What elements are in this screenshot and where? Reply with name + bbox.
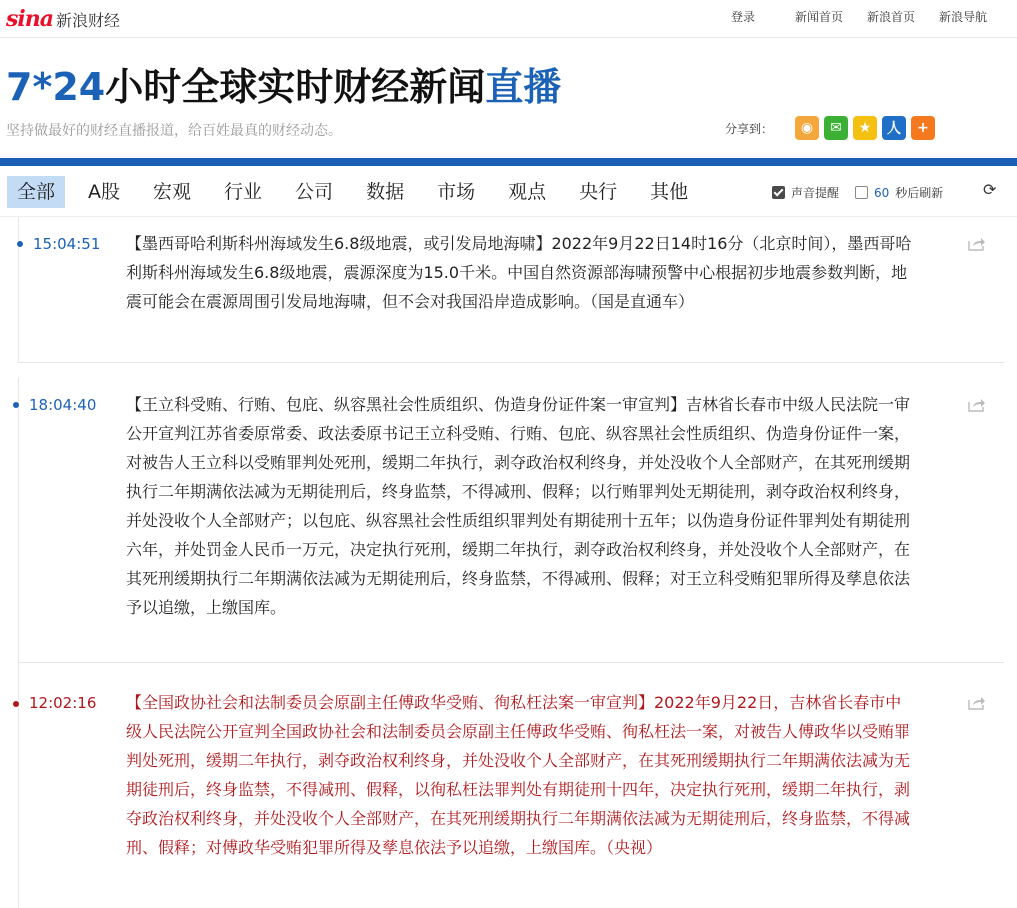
tab-all[interactable]: 全部 [7,176,65,208]
header-divider [0,158,1017,166]
title-text: 小时全球实时财经新闻 [105,65,486,109]
wechat-icon[interactable]: ✉ [824,116,848,140]
feed-item-text: 【王立科受贿、行贿、包庇、纵容黑社会性质组织、伪造身份证件案一审宣判】吉林省长春市中级人民法院一审公开宣判江苏省委原常委、政法委原书记王立科受贿、行贿、包庇、纵容黑社会性质组织、伪造身份证件一案，对被告人王立科以受贿罪判处死刑，缓期二年执行，剥夺政治权利终身，并处没收个人全部财产，在其死刑缓期执行二年期满依法减为无期徒刑后，终身监禁，不得减刑、假释；以行贿罪判处无期徒刑，剥夺政治权利终身，并处没收个人全部财产；以包庇、纵容黑社会性质组织罪判处有期徒刑十五年；以伪造身份证件罪判处有期徒刑六年，并处罚金人民币一万元，决定执行死刑，缓期二年执行，剥夺政治权利终身，并处没收个人全部财产，在其死刑缓期执行二年期满依法减为无期徒刑后，终身监禁，不得减刑、假释；对王立科受贿犯罪所得及孳息依法予以追缴，上缴国库。 [126,395,911,617]
auto-refresh-label: 秒后刷新 [895,186,944,200]
top-bar [0,0,1017,38]
feed-gap [18,363,1004,378]
share-icon[interactable] [968,398,986,412]
sina-logo-mark: sina [6,6,53,32]
tab-macro[interactable]: 宏观 [153,181,192,203]
auto-refresh-checkbox[interactable] [855,186,868,199]
sound-alert-option[interactable] [772,184,839,201]
title-number: 7*24 [6,65,106,109]
tab-opinion[interactable]: 观点 [508,181,547,203]
feed-item-text: 【全国政协社会和法制委员会原副主任傅政华受贿、徇私枉法案一审宣判】2022年9月22日，吉林省长春市中级人民法院公开宣判全国政协社会和法制委员会原副主任傅政华受贿、徇私枉法一案，对被告人傅政华以受贿罪判处死刑，缓期二年执行，剥夺政治权利终身，并处没收个人全部财产，在其死刑缓期执行二年期满依法减为无期徒刑后，终身监禁，不得减刑、假释，以徇私枉法罪判处有期徒刑十四年，决定执行死刑，缓期二年执行，剥夺政治权利终身，并处没收个人全部财产，在其死刑缓期执行二年期满依法减为无期徒刑后，终身监禁，不得减刑、假释；对傅政华受贿犯罪所得及孳息依法予以追缴，上缴国库。（央视） [126,693,911,857]
tab-company[interactable]: 公司 [295,181,334,203]
tab-industry[interactable]: 行业 [224,181,263,203]
feed-item-time: 18:04:40 [29,396,97,414]
renren-icon[interactable]: 人 [882,116,906,140]
login-link[interactable]: 登录 [730,10,755,24]
refresh-icon[interactable]: ⟳ [983,180,997,199]
news-home-link[interactable]: 新闻首页 [794,10,843,24]
news-feed [18,217,1004,908]
top-nav [731,8,1017,25]
share-bar [725,116,940,140]
slogan: 坚持做最好的财经直播报道，给百姓最真的财经动态。 [6,123,342,139]
sina-finance-logo[interactable] [6,6,120,32]
sina-nav-link[interactable]: 新浪导航 [938,10,987,24]
share-icon[interactable] [968,696,986,710]
feed-item-text: 【墨西哥哈利斯科州海域发生6.8级地震，或引发局地海啸】2022年9月22日14时16分（北京时间），墨西哥哈利斯科州海域发生6.8级地震，震源深度为15.0千米。中国自然资源部海啸预警中心根据初步地震参数判断，地震可能会在震源周围引发局地海啸，但不会对我国沿岸造成影响。（国是直通车） [126,234,912,311]
tab-market[interactable]: 市场 [437,181,476,203]
refresh-seconds: 60 [874,185,890,200]
feed-item-time: 12:02:16 [29,694,97,712]
feed-item-time: 15:04:51 [33,235,101,253]
feed-options [772,184,943,201]
qzone-icon[interactable]: ★ [853,116,877,140]
share-icon[interactable] [968,237,986,251]
tab-bar [0,166,1017,217]
title-live: 直播 [485,65,562,109]
sina-home-link[interactable]: 新浪首页 [866,10,915,24]
auto-refresh-option[interactable] [855,184,943,201]
more-icon[interactable]: + [911,116,935,140]
page-title [6,56,561,111]
timeline-dot [13,402,19,408]
category-tabs [7,176,711,208]
sound-alert-checkbox[interactable] [772,186,785,199]
share-label: 分享到： [725,121,774,136]
tab-data[interactable]: 数据 [366,181,405,203]
feed-item [18,217,1004,363]
feed-item-highlighted [18,663,1004,908]
feed-item [18,378,1004,663]
sound-alert-label: 声音提醒 [791,186,840,200]
tab-central-bank[interactable]: 央行 [579,181,618,203]
weibo-icon[interactable]: ◉ [795,116,819,140]
timeline-dot [17,241,23,247]
logo-text: 新浪财经 [56,11,121,30]
timeline-dot [13,701,19,707]
tab-a-shares[interactable]: A股 [88,181,121,203]
tab-other[interactable]: 其他 [650,181,689,203]
